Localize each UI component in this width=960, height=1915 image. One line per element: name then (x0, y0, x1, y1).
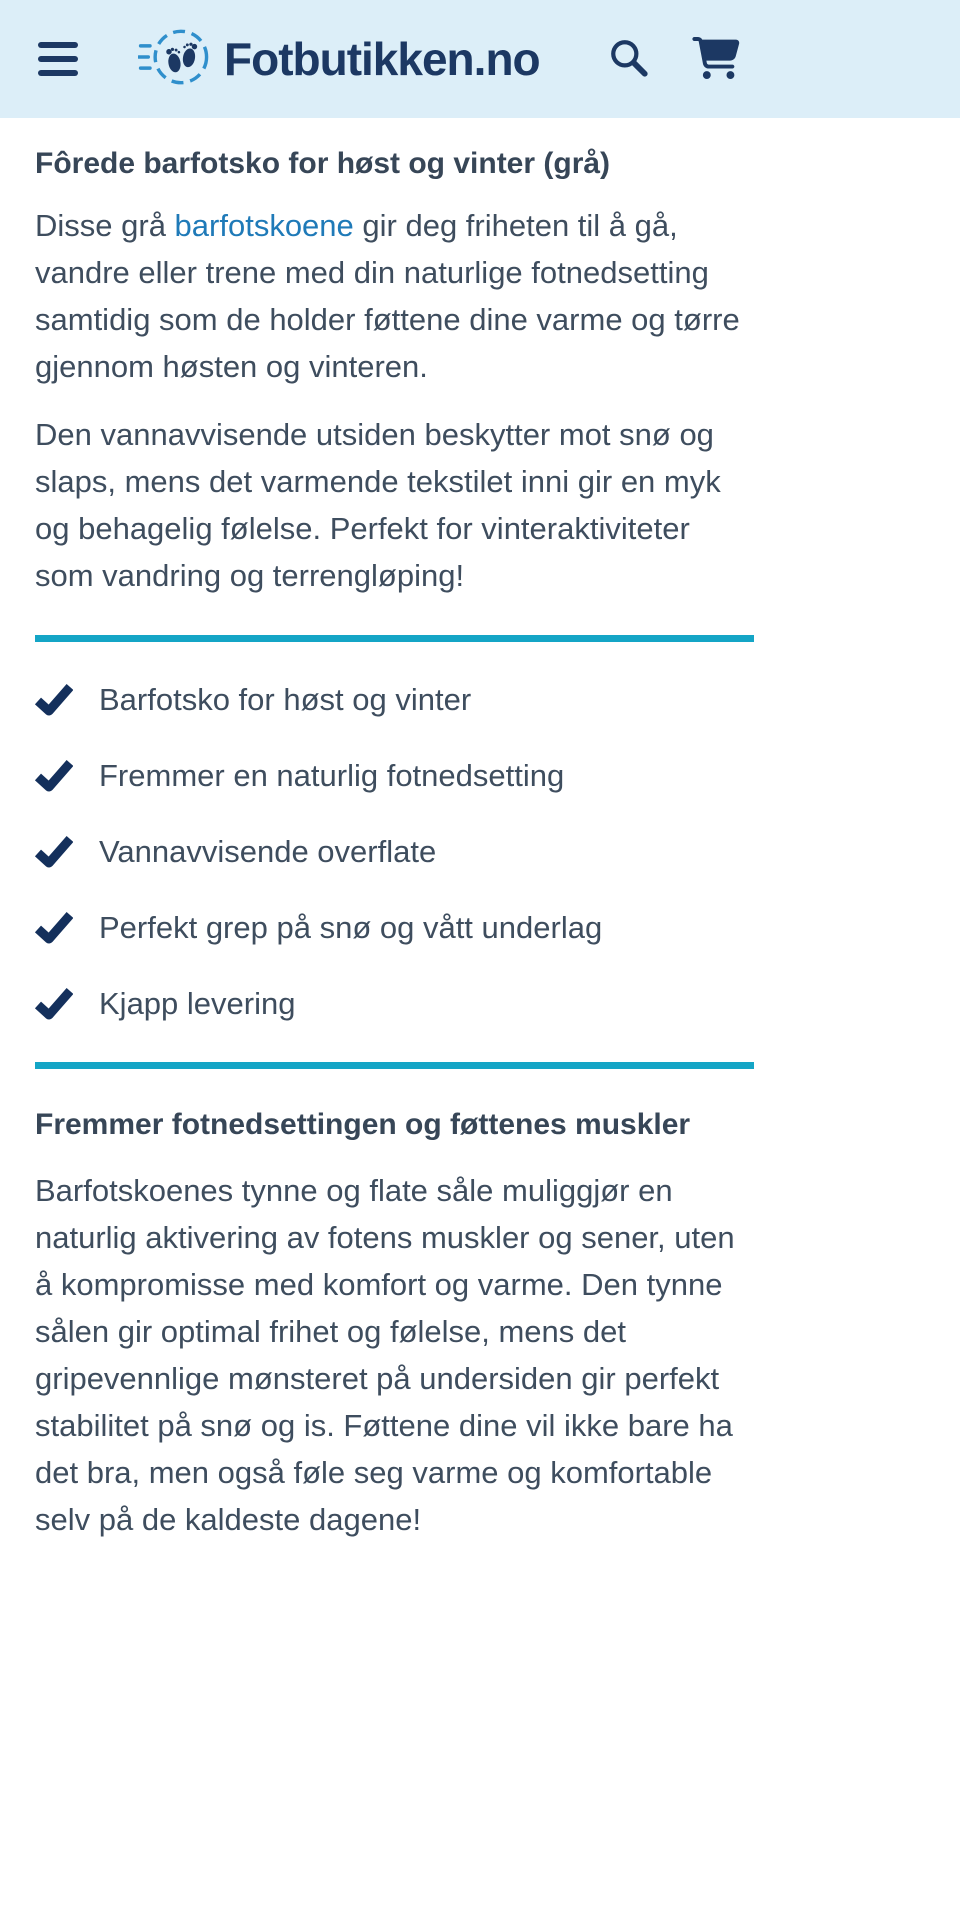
feature-label: Vannavvisende overflate (99, 834, 437, 869)
barfotskoene-link[interactable]: barfotskoene (174, 208, 354, 243)
footprints-logo-icon (138, 25, 210, 94)
cart-icon (692, 37, 740, 82)
menu-button[interactable] (30, 34, 86, 84)
divider-bottom (35, 1062, 754, 1069)
check-icon (35, 987, 73, 1021)
cart-button[interactable] (688, 33, 744, 86)
feature-list (35, 682, 754, 1022)
section-body-paragraph: Barfotskoenes tynne og flate såle muliggjør en naturlig aktivering av fotens muskler og sener, uten å kompromisse med komfort og varme. Den tynne sålen gir optimal frihet og følelse, mens det gripevennlige mønsteret på undersiden gir perfekt stabilitet på snø og is. Føttene dine vil ikke bare ha det bra, men også føle seg varme og komfortable selv på de kaldeste dagene! (35, 1173, 735, 1537)
intro-text-pre: Disse grå (35, 208, 175, 243)
feature-label: Fremmer en naturlig fotnedsetting (99, 758, 565, 793)
hamburger-icon (38, 42, 78, 48)
site-logo[interactable] (138, 25, 540, 94)
divider-top (35, 635, 754, 642)
feature-label: Kjapp levering (99, 986, 296, 1021)
intro-paragraph (35, 202, 754, 390)
search-icon (608, 37, 650, 82)
weather-paragraph: Den vannavvisende utsiden beskytter mot snø og slaps, mens det varmende tekstilet inni gir en myk og behagelig følelse. Perfekt for vinteraktiviteter som vandring og terrengløping! (35, 417, 721, 593)
feature-label: Perfekt grep på snø og vått underlag (99, 910, 603, 945)
check-icon (35, 911, 73, 945)
section-title: Fremmer fotnedsettingen og føttenes muskler (35, 1108, 691, 1141)
feature-item (35, 682, 754, 718)
feature-label: Barfotsko for høst og vinter (99, 682, 472, 717)
product-description (0, 118, 960, 1543)
search-button[interactable] (604, 33, 654, 86)
feature-item (35, 834, 754, 870)
check-icon (35, 683, 73, 717)
logo-text: Fotbutikken.no (224, 33, 540, 85)
feature-item (35, 910, 754, 946)
site-header (0, 0, 960, 118)
check-icon (35, 835, 73, 869)
feature-item (35, 986, 754, 1022)
intro-text-post: gir deg friheten til å gå, vandre eller trene med din naturlige fotnedsetting samtidig som de holder føttene dine varme og tørre gjennom høsten og vinteren. (35, 208, 740, 384)
feature-item (35, 758, 754, 794)
product-title: Fôrede barfotsko for høst og vinter (grå) (35, 147, 611, 180)
check-icon (35, 759, 73, 793)
